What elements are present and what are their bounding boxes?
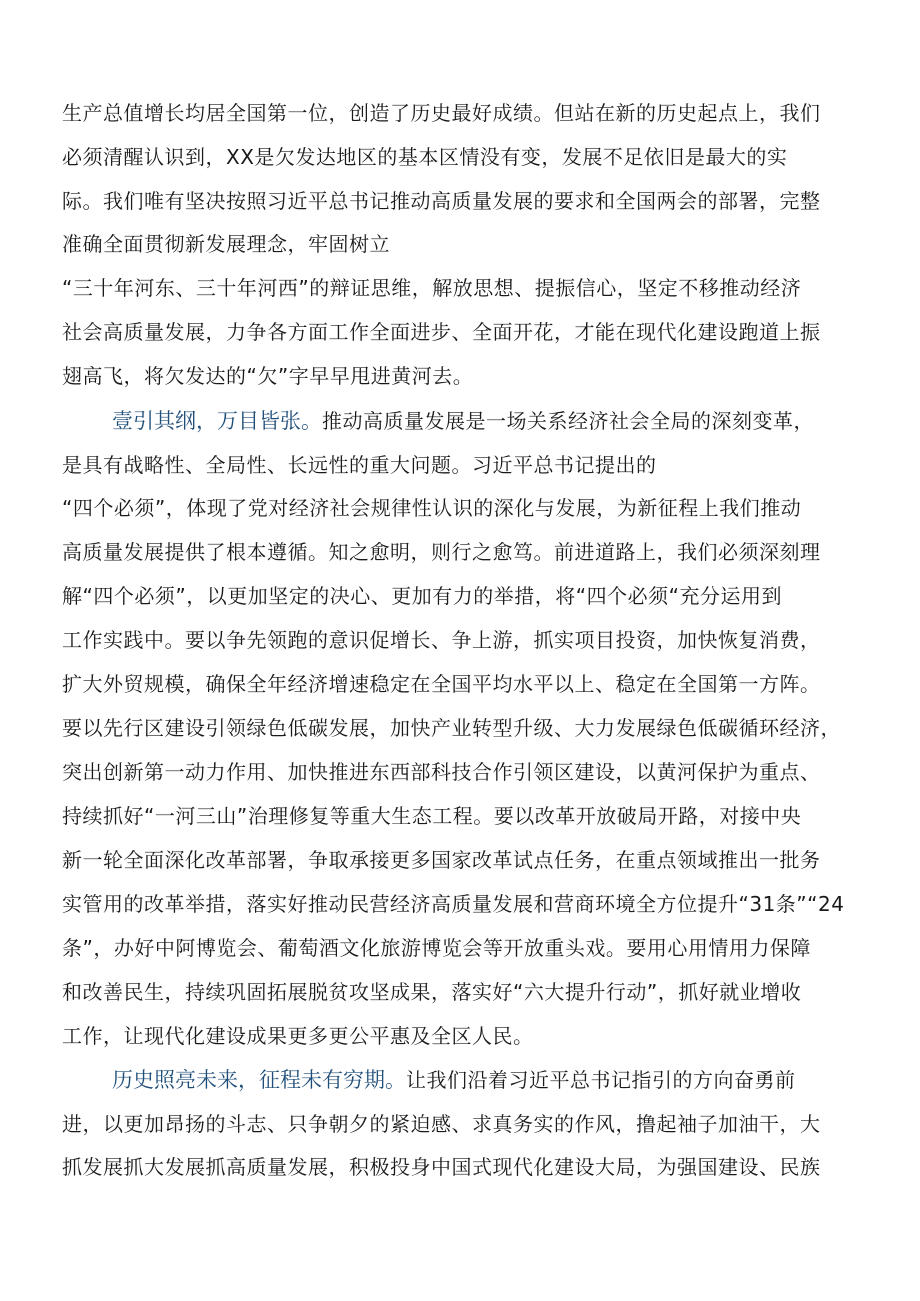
paragraph-line: 和改善民生，持续巩固拓展脱贫攻坚成果，落实好“六大提升行动”，抓好就业增收 <box>62 980 802 1004</box>
paragraph-line: 翅高飞，将欠发达的“欠”字早早甩进黄河去。 <box>62 364 474 388</box>
paragraph-line: 际。我们唯有坚决按照习近平总书记推动高质量发展的要求和全国两会的部署，完整 <box>62 189 821 213</box>
paragraph-line: 扩大外贸规模，确保全年经济增速稳定在全国平均水平以上、稳定在全国第一方阵。 <box>62 672 821 696</box>
paragraph-line: 生产总值增长均居全国第一位，创造了历史最好成绩。但站在新的历史起点上，我们 <box>62 101 821 125</box>
paragraph-line: 是具有战略性、全局性、长远性的重大问题。习近平总书记提出的 <box>62 453 657 477</box>
paragraph-line: 工作实践中。要以争先领跑的意识促增长、争上游，抓实项目投资，加快恢复消费， <box>62 628 821 652</box>
paragraph-line: 社会高质量发展，力争各方面工作全面进步、全面开花，才能在现代化建设跑道上振 <box>62 320 821 344</box>
section-1-heading: 壹引其纲，万目皆张。 <box>112 410 322 433</box>
paragraph-line: 必须清醒认识到，XX是欠发达地区的基本区情没有变，发展不足依旧是最大的实 <box>62 145 788 169</box>
paragraph-line: 突出创新第一动力作用、加快推进东西部科技合作引领区建设，以黄河保护为重点、 <box>62 760 821 784</box>
paragraph-line: 工作，让现代化建设成果更多更公平惠及全区人民。 <box>62 1024 534 1048</box>
section-1-lead-text: 推动高质量发展是一场关系经济社会全局的深刻变革， <box>322 409 814 433</box>
paragraph-line: 解“四个必须”，以更加坚定的决心、更加有力的举措，将“四个必须“充分运用到 <box>62 584 782 608</box>
section-1-first-line <box>112 406 814 437</box>
section-2-lead-text: 让我们沿着习近平总书记指引的方向奋勇前 <box>406 1068 796 1092</box>
paragraph-line: 高质量发展提供了根本遵循。知之愈明，则行之愈笃。前进道路上，我们必须深刻理 <box>62 540 821 564</box>
paragraph-line: 新一轮全面深化改革部署，争取承接更多国家改革试点任务，在重点领域推出一批务 <box>62 848 821 872</box>
paragraph-line: 准确全面贯彻新发展理念，牢固树立 <box>62 232 390 256</box>
paragraph-line: 要以先行区建设引领绿色低碳发展，加快产业转型升级、大力发展绿色低碳循环经济， <box>62 716 841 740</box>
paragraph-line: “四个必须”，体现了党对经济社会规律性认识的深化与发展，为新征程上我们推动 <box>62 496 802 520</box>
section-2-heading: 历史照亮未来，征程未有穷期。 <box>112 1069 406 1092</box>
paragraph-line: 实管用的改革举措，落实好推动民营经济高质量发展和营商环境全方位提升“31条”“24 <box>62 892 845 916</box>
paragraph-line: 抓发展抓大发展抓高质量发展，积极投身中国式现代化建设大局，为强国建设、民族 <box>62 1155 821 1179</box>
section-2-first-line <box>112 1065 796 1096</box>
paragraph-line: “三十年河东、三十年河西”的辩证思维，解放思想、提振信心，坚定不移推动经济 <box>62 276 802 300</box>
paragraph-line: 进，以更加昂扬的斗志、只争朝夕的紧迫感、求真务实的作风，撸起袖子加油干，大 <box>62 1112 821 1136</box>
paragraph-line: 持续抓好“一河三山”治理修复等重大生态工程。要以改革开放破局开路，对接中央 <box>62 804 802 828</box>
paragraph-line: 条”，办好中阿博览会、葡萄酒文化旅游博览会等开放重头戏。要用心用情用力保障 <box>62 936 811 960</box>
